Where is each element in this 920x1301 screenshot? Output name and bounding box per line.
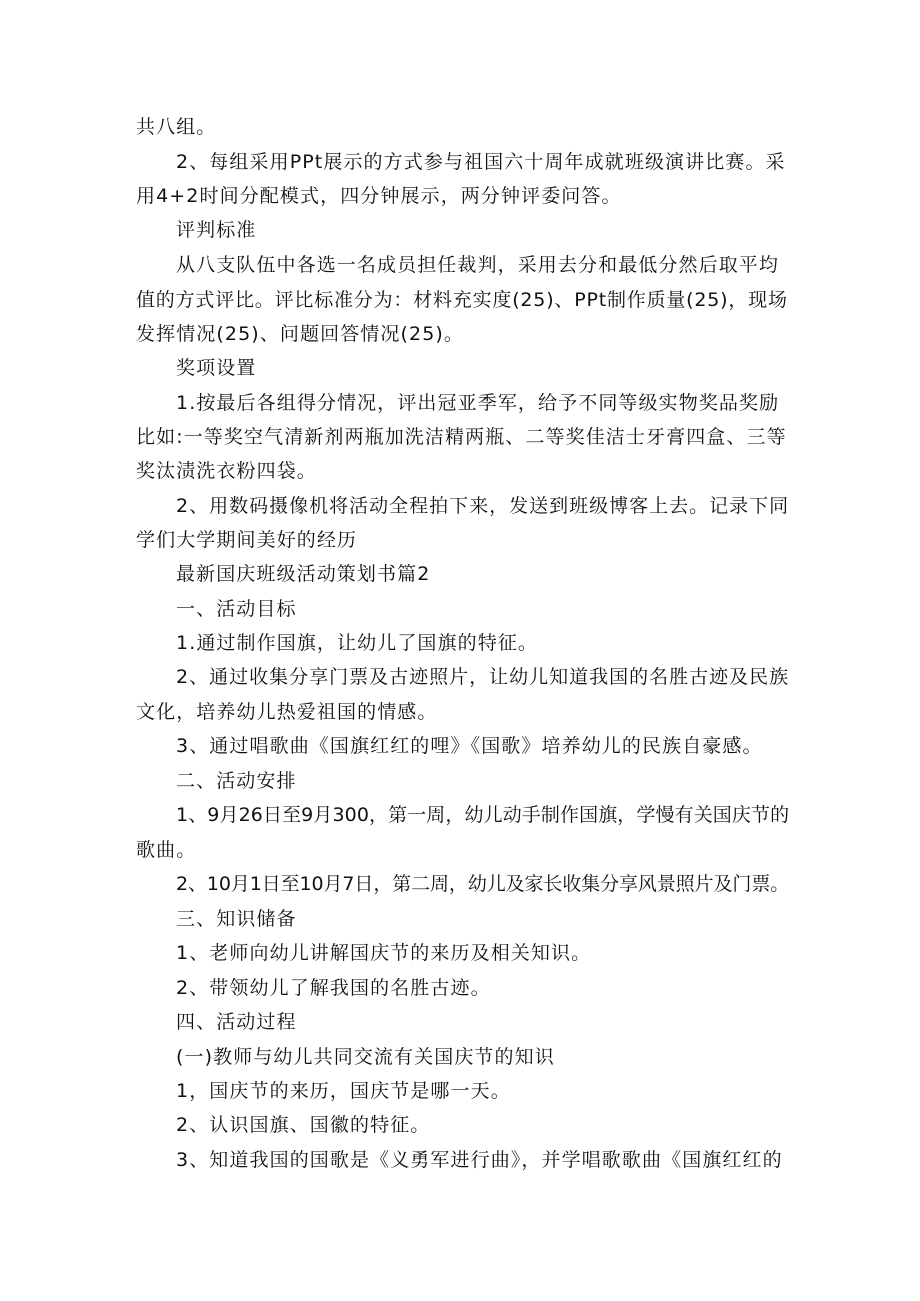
section-heading: 一、活动目标 bbox=[176, 598, 297, 620]
text-line: 2、带领幼儿了解我国的名胜古迹。 bbox=[176, 977, 491, 999]
text-line: 1.按最后各组得分情况，评出冠亚季军，给予不同等级实物奖品奖励 bbox=[176, 392, 780, 414]
text-line: 2、用数码摄像机将活动全程拍下来，发送到班级博客上去。记录下同 bbox=[176, 495, 790, 517]
section-title: 最新国庆班级活动策划书篇2 bbox=[176, 563, 431, 585]
text-line: 发挥情况(25)、问题回答情况(25)。 bbox=[136, 323, 465, 345]
text-line: 用4+2时间分配模式，四分钟展示，两分钟评委问答。 bbox=[136, 185, 622, 207]
text-line: 3、通过唱歌曲《国旗红红的哩》《国歌》培养幼儿的民族自豪感。 bbox=[176, 735, 763, 757]
text-line: 1，国庆节的来历，国庆节是哪一天。 bbox=[176, 1080, 511, 1102]
section-heading: 评判标准 bbox=[176, 219, 257, 241]
section-heading: 奖项设置 bbox=[176, 357, 257, 379]
text-line: 奖汰渍洗衣粉四袋。 bbox=[136, 460, 317, 482]
text-line: 1、9月26日至9月300，第一周，幼儿动手制作国旗，学慢有关国庆节的 bbox=[176, 804, 790, 826]
text-line: 2、10月1日至10月7日，第二周，幼儿及家长收集分享风景照片及门票。 bbox=[176, 873, 790, 895]
text-line: 1.通过制作国旗，让幼儿了国旗的特征。 bbox=[176, 632, 539, 654]
section-heading: 四、活动过程 bbox=[176, 1011, 297, 1033]
text-line: 值的方式评比。评比标准分为：材料充实度(25)、PPt制作质量(25)，现场 bbox=[136, 289, 788, 311]
text-line: 3、知道我国的国歌是《义勇军进行曲》，并学唱歌歌曲《国旗红红的 bbox=[176, 1149, 783, 1171]
section-heading: 三、知识储备 bbox=[176, 908, 297, 930]
text-line: 共八组。 bbox=[136, 116, 217, 138]
text-line: 2、每组采用PPt展示的方式参与祖国六十周年成就班级演讲比赛。采 bbox=[176, 151, 786, 173]
text-line: 学们大学期间美好的经历 bbox=[136, 529, 358, 551]
subsection-heading: (一)教师与幼儿共同交流有关国庆节的知识 bbox=[176, 1046, 555, 1068]
text-line: 2、认识国旗、国徽的特征。 bbox=[176, 1114, 431, 1136]
text-line: 歌曲。 bbox=[136, 839, 197, 861]
text-line: 1、老师向幼儿讲解国庆节的来历及相关知识。 bbox=[176, 942, 592, 964]
section-heading: 二、活动安排 bbox=[176, 770, 297, 792]
text-line: 比如:一等奖空气清新剂两瓶加洗洁精两瓶、二等奖佳洁士牙膏四盒、三等 bbox=[136, 426, 787, 448]
text-line: 2、通过收集分享门票及古迹照片，让幼儿知道我国的名胜古迹及民族 bbox=[176, 666, 790, 688]
text-line: 从八支队伍中各选一名成员担任裁判，采用去分和最低分然后取平均 bbox=[176, 254, 780, 276]
text-line: 文化，培养幼儿热爱祖国的情感。 bbox=[136, 701, 438, 723]
